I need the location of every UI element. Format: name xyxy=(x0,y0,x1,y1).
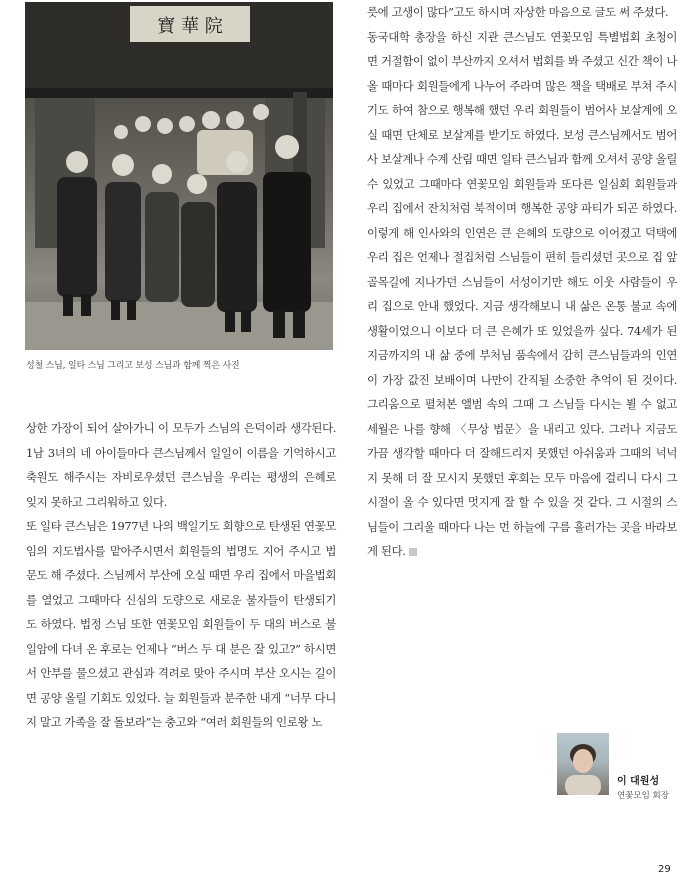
article-end-mark xyxy=(409,548,417,556)
page-number: 29 xyxy=(658,864,671,875)
author-portrait xyxy=(557,733,609,795)
right-text-column xyxy=(367,0,677,564)
temple-beam xyxy=(25,88,333,98)
historic-group-photo xyxy=(25,2,333,350)
photo-illustration xyxy=(25,2,333,350)
author-title: 연꽃모임 회장 xyxy=(617,791,669,801)
paragraph: 상한 가장이 되어 살아가니 이 모두가 스님의 은덕이라 생각된다. 1남 3녀의 네 아이들마다 큰스님께서 일일이 이름을 기억하시고 축원도 해주시는 자비로우셨던 큰스님을 우리는 평생의 은혜로 잊지 못하고 그리워하고 있다. xyxy=(26,421,336,509)
signboard-text: 寶 華 院 xyxy=(157,16,223,37)
paragraph: 또 일타 큰스님은 1977년 나의 백일기도 회향으로 탄생된 연꽃모임의 지도법사를 맡아주시면서 회원들의 법명도 지어 주시고 법문도 해 주셨다. 스님께서 부산에 오실 때면 우리 집에서 마을법회를 열었고 그때마다 신심의 도량으로 새로운 불자들이 탄생되기도 하였다. 법정 스님 또한 연꽃모임 회원들이 두 대의 버스로 불일암에 다녀 온 후로는 언제나 “버스 두 대 분은 잘 있고?” 하시면서 안부를 물으셨고 관심과 격려로 맞아 주시며 부산 오시는 길이면 공양 올릴 기회도 있었다. 늘 회원들과 분주한 내게 “너무 다니지 말고 가족을 잘 돌보라”는 충고와 “여러 회원들의 인로왕 노 xyxy=(26,519,336,729)
author-photo xyxy=(557,733,609,795)
photo-caption: 성철 스님, 일타 스님 그리고 보성 스님과 함께 찍은 사진 xyxy=(26,361,240,371)
paragraph: 릇에 고생이 많다”고도 하시며 자상한 마음으로 글도 써 주셨다. xyxy=(367,5,669,19)
left-text-column xyxy=(26,416,336,735)
author-name: 이 대원성 xyxy=(617,776,660,787)
paragraph xyxy=(367,25,677,564)
paragraph-text: 동국대학 총장을 하신 지관 큰스님도 연꽃모임 특별법회 초청이면 거절함이 없이 부산까지 오셔서 법회를 봐 주셨고 신간 책이 나올 때마다 회원들에게 나누어 주라며 많은 책을 택배로 부쳐 주시기도 하여 참으로 행복해 했던 우리 회원들이 범어사 보살계에 오실 때면 단체로 보살계를 받기도 하였다. 보성 큰스님께서도 범어사 보살계나 수계 산림 때면 일타 큰스님과 함께 오셔서 공양 올릴 수 있었고 그때마다 연꽃모임 회원들과 또다른 일심회 회원들과 우리 집에서 잔치처럼 북적이며 행복한 공양 파티가 되곤 하였다. 이렇게 해 인사와의 인연은 큰 은혜의 도량으로 이어졌고 덕택에 우리 집은 언제나 절집처럼 스님들이 편히 들리셨던 곳으로 집 앞 골목길에 지나가던 스님들이 서성이기만 해도 이웃 사람들이 우리 집으로 안내 했었다. 지금 생각해보니 내 삶은 온통 불교 속에 생활이었으니 이보다 더 큰 은혜가 또 있었을까 싶다. 74세가 된 지금까지의 내 삶 중에 부처님 품속에서 감히 큰스님들과의 인연이 가장 값진 보배이며 나만이 간직될 소중한 추억이 된 것이다. 그리움으로 펼쳐본 앨범 속의 그때 그 스님들 다시는 뵐 수 없고 세월은 나를 향해 〈무상 법문〉을 내리고 있다. 그러나 지금도 가끔 생각할 때마다 더 잘해드리지 못했던 아쉬움과 그때의 넉넉지 못해 더 잘 모시지 못했던 후회는 모두 마음에 걸리니 다시 그 시절이 올 수 있다면 멋지게 잘 할 수 있을 것 같다. 그 시절의 스님들이 그리울 때마다 나는 먼 하늘에 구름 흘러가는 곳을 바라보게 된다. xyxy=(367,29,677,558)
